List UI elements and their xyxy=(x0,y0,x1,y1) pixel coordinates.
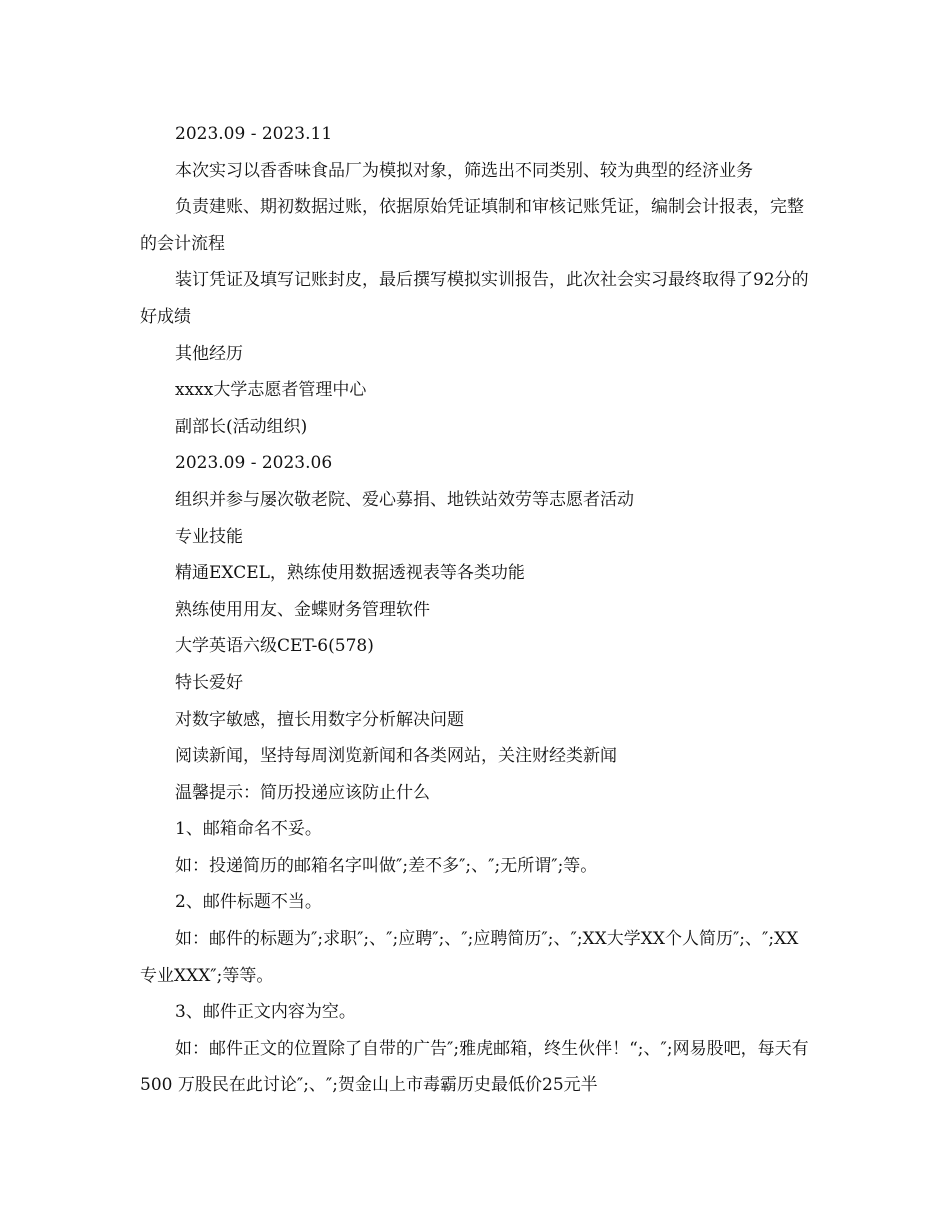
volunteer-position: 副部长(活动组织) xyxy=(175,416,308,437)
volunteer-organization: xxxx大学志愿者管理中心 xyxy=(175,380,367,401)
skill-excel: 精通EXCEL，熟练使用数据透视表等各类功能 xyxy=(175,563,525,584)
tip-2-title: 2、邮件标题不当。 xyxy=(175,892,322,913)
section-heading-skills: 专业技能 xyxy=(175,526,243,547)
tip-1-title: 1、邮箱命名不妥。 xyxy=(175,819,322,840)
tip-3-title: 3、邮件正文内容为空。 xyxy=(175,1002,356,1023)
document-body xyxy=(140,116,815,1104)
skill-finance-software: 熟练使用用友、金蝶财务管理软件 xyxy=(175,599,430,620)
hobby-news: 阅读新闻，坚持每周浏览新闻和各类网站，关注财经类新闻 xyxy=(175,746,617,767)
tip-2-example: 如：邮件的标题为″;求职″;、″;应聘″;、″;应聘简历″;、″;XX大学XX个人简历″;、″;XX专业XXX″;等等。 xyxy=(140,929,799,986)
section-heading-hobbies: 特长爱好 xyxy=(175,672,243,693)
section-heading-other-experience: 其他经历 xyxy=(175,343,243,364)
skill-english: 大学英语六级CET-6(578) xyxy=(175,636,374,657)
internship-duty-report: 装订凭证及填写记账封皮，最后撰写模拟实训报告，此次社会实习最终取得了92分的好成绩 xyxy=(140,270,809,327)
tip-3-example: 如：邮件正文的位置除了自带的广告″;雅虎邮箱，终生伙伴！“;、″;网易股吧，每天有500 万股民在此讨论″;、″;贺金山上市毒霸历史最低价25元半 xyxy=(140,1038,809,1096)
tips-heading: 温馨提示：简历投递应该防止什么 xyxy=(175,782,430,803)
date-range-internship: 2023.09 - 2023.11 xyxy=(175,124,333,144)
internship-duty-accounting: 负责建账、期初数据过账，依据原始凭证填制和审核记账凭证，编制会计报表，完整的会计流程 xyxy=(140,197,804,254)
date-range-volunteer: 2023.09 - 2023.06 xyxy=(175,453,333,474)
tip-1-example: 如：投递简历的邮箱名字叫做″;差不多″;、″;无所谓″;等。 xyxy=(175,855,598,876)
volunteer-description: 组织并参与屡次敬老院、爱心募捐、地铁站效劳等志愿者活动 xyxy=(175,489,634,510)
internship-description: 本次实习以香香味食品厂为模拟对象，筛选出不同类别、较为典型的经济业务 xyxy=(175,160,753,181)
hobby-numbers: 对数字敏感，擅长用数字分析解决问题 xyxy=(175,709,464,730)
